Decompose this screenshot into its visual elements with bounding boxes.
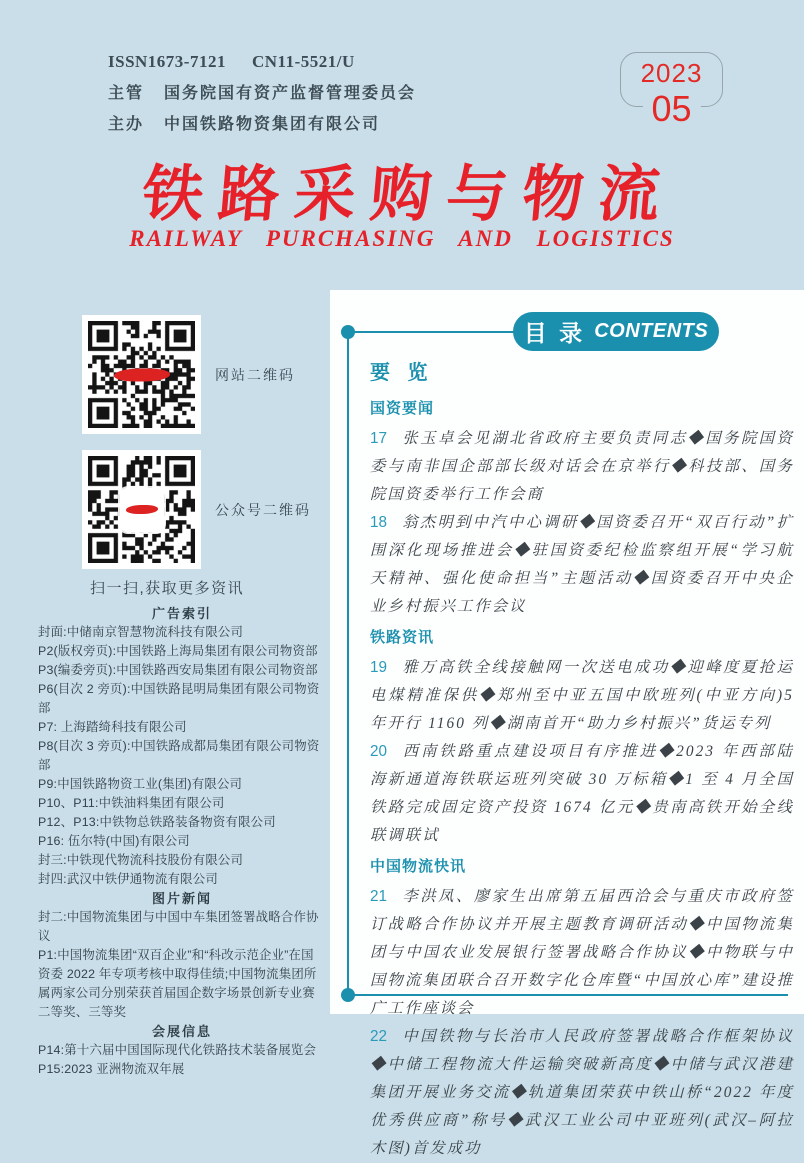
ad-index-item: 封面:中储南京智慧物流科技有限公司 <box>38 625 244 639</box>
toc-entry-page: 21 <box>370 888 388 905</box>
toc-frame-top-dot <box>341 325 355 339</box>
toc-entry <box>370 425 794 509</box>
issn-line <box>108 52 416 72</box>
publication-info <box>108 52 416 134</box>
website-qr-row <box>82 315 295 434</box>
wechat-qr-code <box>82 450 201 569</box>
supervisor-line <box>108 80 416 103</box>
wechat-qr-row <box>82 450 311 569</box>
ad-index-item: 封三:中铁现代物流科技股份有限公司 <box>38 853 244 867</box>
exhibition-info-title: 会展信息 <box>151 1024 212 1039</box>
magazine-title: 铁路采购与物流 <box>139 160 678 228</box>
toc-entry-page: 22 <box>370 1028 388 1045</box>
ad-index-item: P3(编委旁页):中国铁路西安局集团有限公司物资部 <box>38 663 318 677</box>
toc-frame-top-line <box>348 331 514 333</box>
supervisor-label: 主管 <box>108 85 145 102</box>
toc-section-title: 铁路资讯 <box>370 629 435 646</box>
issue-year: 2023 <box>640 58 703 88</box>
contents-header-cn: 目 录 <box>523 320 586 346</box>
ad-index-item: P10、P11:中铁油料集团有限公司 <box>38 796 225 810</box>
toc-entry-page: 17 <box>370 430 388 447</box>
toc-entry <box>370 1023 794 1163</box>
toc-entry-page: 18 <box>370 514 388 531</box>
issn-code: ISSN1673-7121 <box>108 52 226 71</box>
photo-news-title: 图片新闻 <box>151 891 212 906</box>
photo-news-item: P1:中国物流集团“双百企业”和“科改示范企业”在国资委 2022 年专项考核中取得佳绩;中国物流集团所属两家公司分别荣获首届国企数字场景创新专业赛二等奖、三等奖 <box>38 948 317 1019</box>
ad-index-item: P12、P13:中铁物总铁路装备物资有限公司 <box>38 815 276 829</box>
ad-index-item: P7: 上海踏绮科技有限公司 <box>38 720 187 734</box>
toc-entry <box>370 654 794 738</box>
ad-index-item: P9:中国铁路物资工业(集团)有限公司 <box>38 777 243 791</box>
supervisor-name: 国务院国有资产监督管理委员会 <box>164 85 417 102</box>
exhibition-info-item: P14:第十六届中国国际现代化铁路技术装备展览会 <box>38 1043 317 1057</box>
toc-overview-label: 要 览 <box>370 362 434 384</box>
toc-section-title: 国资要闻 <box>370 400 435 417</box>
toc-entry-text: 张玉卓会见湖北省政府主要负责同志◆国务院国资委与南非国企部部长级对话会在京举行◆科技部、国务院国资委举行工作会商 <box>370 430 794 503</box>
organizer-name: 中国铁路物资集团有限公司 <box>164 116 381 133</box>
magazine-title-english: RAILWAY PURCHASING AND LOGISTICS <box>129 226 675 251</box>
table-of-contents <box>370 356 794 1163</box>
website-qr-label: 网站二维码 <box>215 366 295 383</box>
organizer-line <box>108 111 416 134</box>
website-qr-code <box>82 315 201 434</box>
toc-entry-text: 翁杰明到中汽中心调研◆国资委召开“双百行动”扩围深化现场推进会◆驻国资委纪检监察组开展“学习航天精神、强化使命担当”主题活动◆国资委召开中央企业乡村振兴工作会议 <box>370 514 794 615</box>
ad-index-item: P6(目次 2 旁页):中国铁路昆明局集团有限公司物资部 <box>38 682 320 715</box>
qr-logo-mark <box>120 488 164 532</box>
photo-news-item: 封二:中国物流集团与中国中车集团签署战略合作协议 <box>38 910 319 943</box>
qr-logo-mark <box>114 368 170 381</box>
issue-number: 05 <box>642 91 700 127</box>
scan-hint: 扫一扫,获取更多资讯 <box>90 580 245 597</box>
contents-header-pill <box>513 312 719 351</box>
toc-entry-page: 20 <box>370 743 388 760</box>
ad-index-title: 广告索引 <box>151 606 212 621</box>
cn-code: CN11-5521/U <box>251 52 355 71</box>
toc-frame-vertical-line <box>347 332 349 995</box>
left-index <box>38 604 326 1079</box>
exhibition-info-item: P15:2023 亚洲物流双年展 <box>38 1062 185 1076</box>
toc-entry <box>370 883 794 1023</box>
contents-panel <box>330 290 804 1157</box>
ad-index-item: 封四:武汉中铁伊通物流有限公司 <box>38 872 218 886</box>
toc-entry <box>370 738 794 850</box>
ad-index-item: P16: 伍尔特(中国)有限公司 <box>38 834 190 848</box>
toc-frame-bottom-dot <box>341 988 355 1002</box>
toc-entry <box>370 509 794 621</box>
toc-entry-text: 雅万高铁全线接触网一次送电成功◆迎峰度夏抢运电煤精准保供◆郑州至中亚五国中欧班列(中亚方向)5 年开行 1160 列◆湖南首开“助力乡村振兴”货运专列 <box>370 659 794 732</box>
contents-header-en: CONTENTS <box>594 320 709 342</box>
ad-index-item: P8(目次 3 旁页):中国铁路成都局集团有限公司物资部 <box>38 739 320 772</box>
toc-section-title: 中国物流快讯 <box>370 858 467 875</box>
ad-index-item: P2(版权旁页):中国铁路上海局集团有限公司物资部 <box>38 644 318 658</box>
toc-entry-text: 中国铁物与长治市人民政府签署战略合作框架协议◆中储工程物流大件运输突破新高度◆中储与武汉港建集团开展业务交流◆轨道集团荣获中铁山桥“2022 年度优秀供应商”称号◆武汉工业公司中亚班列(武汉–阿拉木图)首发成功 <box>370 1028 794 1157</box>
wechat-qr-label: 公众号二维码 <box>215 501 311 518</box>
issue-badge <box>620 52 723 129</box>
organizer-label: 主办 <box>108 116 145 133</box>
toc-entry-text: 李洪凤、廖家生出席第五届西洽会与重庆市政府签订战略合作协议并开展主题教育调研活动◆中国物流集团与中国农业发展银行签署战略合作协议◆中物联与中国物流集团联合召开数字化仓库暨“中国放心库”建设推广工作座谈会 <box>370 888 794 1017</box>
toc-entry-text: 西南铁路重点建设项目有序推进◆2023 年西部陆海新通道海铁联运班列突破 30 万标箱◆1 至 4 月全国铁路完成固定资产投资 1674 亿元◆贵南高铁开始全线联调联试 <box>370 743 794 844</box>
toc-entry-page: 19 <box>370 659 388 676</box>
